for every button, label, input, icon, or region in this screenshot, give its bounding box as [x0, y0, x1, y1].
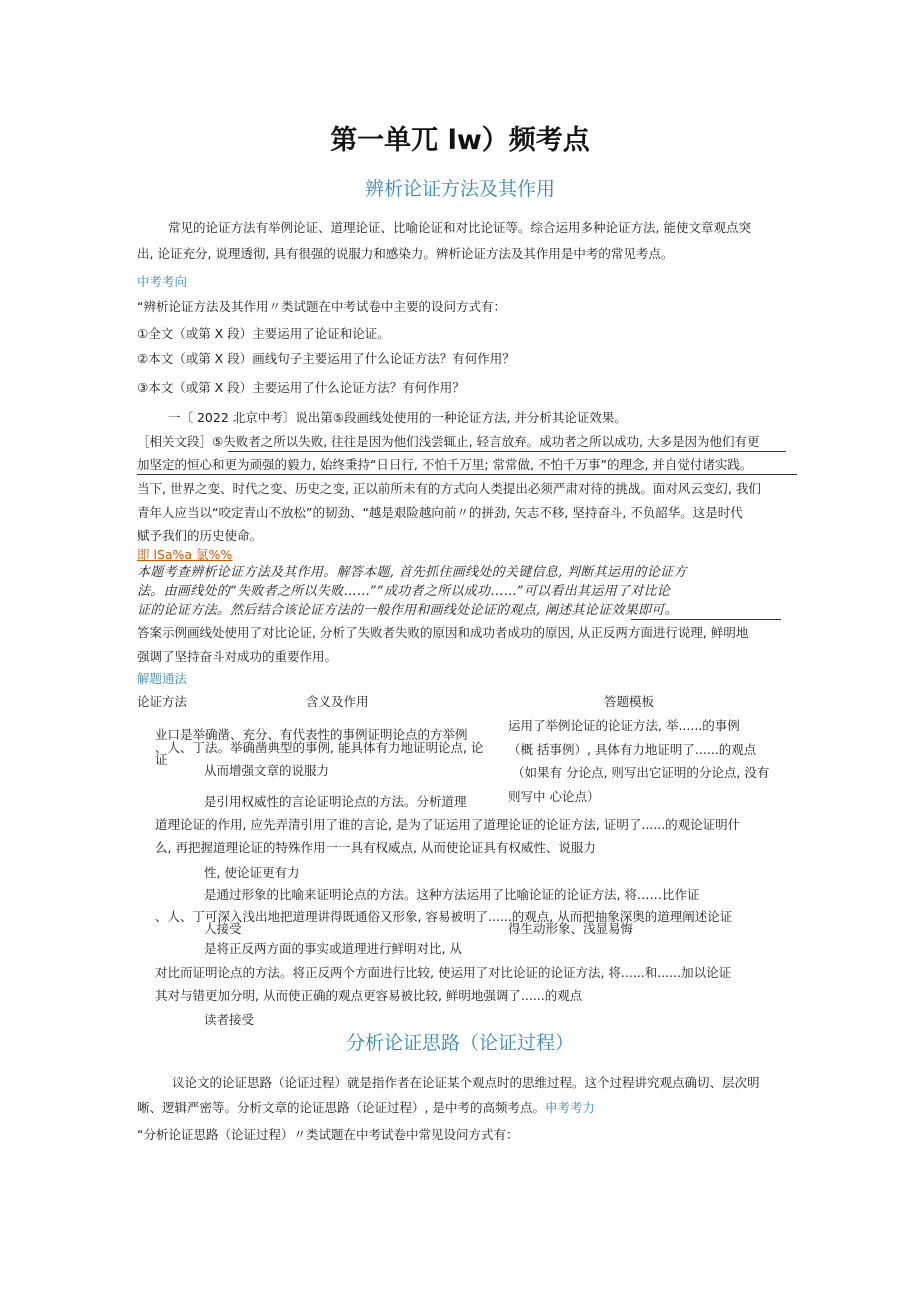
contrast-line-3: 其对与错更加分明, 从而使正确的观点更容易被比较, 鲜明地强调了......的观点 [155, 988, 583, 1003]
s2-intro-1: 议论文的论证思路（论证过程）就是指作者在论证某个观点时的思维过程。这个过程讲究观点确切、层次明 [172, 1075, 760, 1090]
analysis-line-3: 证的论证方法。然后结合该论证方法的一般作用和画线处论证的观点, 阐述其论证效果即可。 [137, 603, 678, 618]
example-question: 一〔 2022 北京中考〕说出第⑤段画线处使用的一种论证方法, 并分析其论证效果。 [168, 410, 627, 425]
related-line-1 [137, 434, 760, 450]
example-template-2: （概 括事例）, 具体有力地证明了......的观点 [508, 742, 757, 757]
analysis-line-1: 本题考查辨析论证方法及其作用。解答本题, 首先抓住画线处的关键信息, 判断其运用的论证方 [137, 565, 687, 580]
related-line-2: 加坚定的恒心和更为顽强的毅力, 始终秉持“日日行, 不怕千万里; 常常做, 不怕千万事”的理念, 并自觉付诸实践。 [137, 457, 753, 472]
contrast-line-1: 是将正反两方面的事实或道理进行鲜明对比, 从 [204, 941, 462, 956]
metaphor-line-3: 人接受 [204, 921, 242, 936]
contrast-line-4: 读者接受 [204, 1012, 255, 1027]
s2-intro-2-text: 晰、逻辑严密等。分析文章的论证思路（论证过程）, 是中考的高频考点。 [137, 1100, 545, 1115]
example-template-3: （如果有 分论点, 则写出它证明的分论点, 没有 [512, 765, 770, 780]
example-meaning-3: 从而增强文章的说服力 [204, 763, 330, 778]
related-text-1: ［相关文段］⑤失败者之所以失败, 往往是因为他们浅尝辄止, 轻言放弃。成功者之所以成功, 大多是因为他们有更 [137, 434, 760, 449]
reason-line-3: 么, 再把握道理论证的特殊作用一一具有权威点, 从而使论证具有权威性、说服力 [155, 840, 596, 855]
s2-kao-intro: “分析论证思路（论证过程）〃类试题在中考试卷中常见设问方式有： [137, 1127, 519, 1142]
contrast-line-2: 对比而证明论点的方法。将正反两个方面进行比较, 使运用了对比论证的论证方法, 将......和......加以论证 [155, 965, 732, 980]
related-line-5: 赋予我们的历史使命。 [137, 528, 263, 543]
example-meaning-2b: 证 [155, 752, 168, 767]
underline-2 [137, 474, 797, 475]
metaphor-line-2: 、人、丁可深入浅出地把道理讲得既通俗又形象, 容易被明了......的观点, 从而把抽象深奥的道理阐述论证 [155, 909, 733, 924]
example-template-1: 运用了举例论证的论证方法, 举......的事例 [508, 718, 740, 733]
intro-line-2: 出, 论证充分, 说理透彻, 具有很强的说服力和感染力。辨析论证方法及其作用是中考的常见考点。 [137, 246, 674, 261]
s2-intro-2 [137, 1100, 595, 1116]
analysis-line-2: 法。由画线处的“失败者之所以失败……”“成功者之所以成功……”可以看出其运用了对比论 [137, 584, 671, 599]
table-header-meaning: 含义及作用 [306, 694, 369, 709]
related-line-4: 青年人应当以“咬定青山不放松”的韧劲、“越是艰险越向前〃的拼劲, 矢志不移, 坚持奋斗, 不负韶华。这是时代 [137, 505, 743, 520]
kao-intro: “辨析论证方法及其作用〃类试题在中考试卷中主要的设问方式有： [137, 299, 506, 314]
underline-1 [228, 451, 786, 452]
underline-3 [631, 619, 781, 620]
answer-line-2: 强调了坚持奋斗对成功的重要作用。 [137, 649, 338, 664]
reason-line-2: 道理论证的作用, 应先弄清引用了谁的言论, 是为了证运用了道理论证的论证方法, 证明了......的观论证明什 [155, 817, 741, 832]
question-3: ③本文（或第 X 段）主要运用了什么论证方法？有何作用？ [137, 380, 465, 395]
metaphor-line-1: 是通过形象的比喻来证明论点的方法。这种方法运用了比喻论证的论证方法, 将……比作证 [204, 887, 700, 902]
reason-line-1: 是引用权威性的言论证明论点的方法。分析道理 [204, 794, 467, 809]
metaphor-template-3: 得生动形象、浅显易悔 [508, 921, 634, 936]
table-header-method: 论证方法 [137, 694, 188, 709]
page-title: 第一单兀 lw）频考点 [330, 125, 590, 156]
intro-line-1: 常见的论证方法有举例论证、道理论证、比喻论证和对比论证等。综合运用多种论证方法, 能使文章观点突 [168, 220, 751, 235]
question-2: ②本文（或第 X 段）画线句子主要运用了什么论证方法？有何作用？ [137, 351, 515, 366]
table-header-template: 答题模板 [604, 694, 655, 709]
question-1: ①全文（或第 X 段）主要运用了论证和论证。 [137, 326, 390, 341]
related-line-3: 当下, 世界之变、时代之变、历史之变, 正以前所未有的方式向人类提出必须严肃对待的挑战。面对风云变幻, 我们 [137, 481, 761, 496]
section-heading-1: 辨析论证方法及其作用 [364, 178, 555, 200]
analysis-label: 即 lSa%a 氯%% [137, 547, 233, 562]
reason-line-4: 性, 使论证更有力 [204, 865, 300, 880]
s2-kao-label: 申考考力 [544, 1100, 595, 1115]
method-label: 解题通法 [137, 671, 188, 686]
example-meaning-2: 、人、丁法。举确凿典型的事例, 能具体有力地证明论点, 论 [155, 740, 484, 755]
example-template-4: 则写中 心论点） [508, 789, 600, 804]
example-meaning-1: 业口是举确凿、充分、有代表性的事例证明论点的方举例 [155, 727, 468, 742]
section-heading-2: 分析论证思路（论证过程） [345, 1032, 574, 1054]
kao-label: 中考考向 [137, 274, 188, 289]
answer-line-1: 答案示例画线处使用了对比论证, 分析了失败者失败的原因和成功者成功的原因, 从正反两方面进行说理, 鲜明地 [137, 625, 749, 640]
